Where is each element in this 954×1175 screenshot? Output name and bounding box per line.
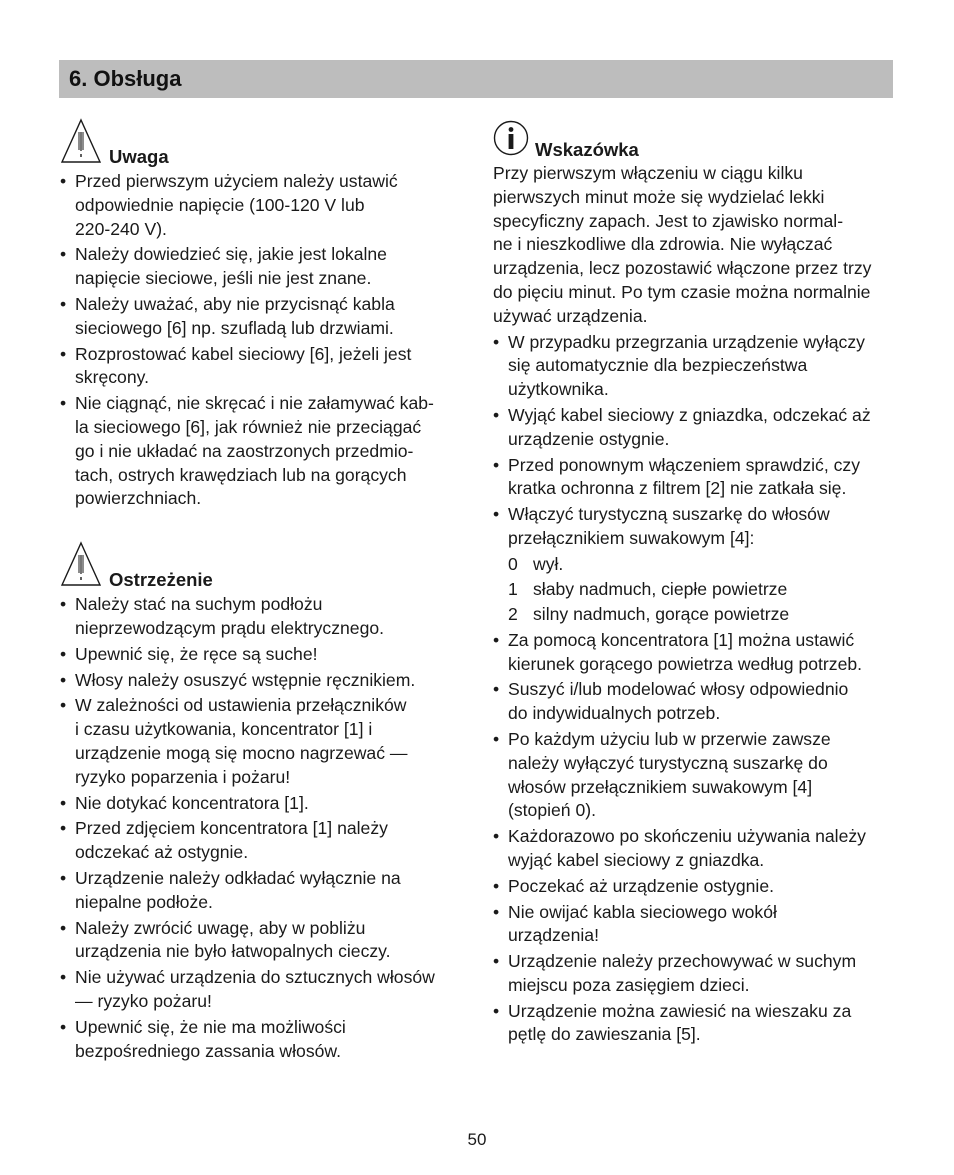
setting-number: 2 [508,603,518,624]
switch-settings-list [508,553,903,627]
left-column [60,118,465,1065]
list-item: • Urządzenie można zawiesić na wieszaku za pętlę do zawieszania [5]. [493,1000,903,1048]
list-item: • Należy zwrócić uwagę, aby w pobliżu urządzenia nie było łatwopalnych cieczy. [60,917,465,965]
list-item: • Suszyć i/lub modelować włosy odpowiednio do indywidualnych potrzeb. [493,678,903,726]
uwaga-list [60,170,465,511]
list-item: • Rozprostować kabel sieciowy [6], jeżeli jest skręcony. [60,343,465,391]
wskazowka-list-b [493,629,903,1048]
setting-number: 1 [508,578,518,599]
wskazowka-list-a [493,331,903,551]
list-item: • Nie używać urządzenia do sztucznych włosów — ryzyko pożaru! [60,966,465,1014]
setting-text: silny nadmuch, gorące powietrze [533,603,790,624]
warning-triangle-icon [60,118,102,171]
list-item: • Za pomocą koncentratora [1] można ustawić kierunek gorącego powietrza według potrzeb. [493,629,903,677]
switch-setting [508,578,903,602]
setting-number: 0 [508,553,518,574]
wskazowka-title: Wskazówka [535,139,639,160]
ostrzezenie-title: Ostrzeżenie [109,569,213,591]
warning-triangle-icon [60,541,102,594]
list-item: • Po każdym użyciu lub w przerwie zawsze należy wyłączyć turystyczną suszarkę do włosów przełącznikiem suwakowym [4] (stopień 0). [493,728,903,823]
list-item: • Należy stać na suchym podłożu nieprzewodzącym prądu elektrycznego. [60,593,465,641]
list-item: • Należy dowiedzieć się, jakie jest lokalne napięcie sieciowe, jeśli nie jest znane. [60,243,465,291]
list-item: • Nie owijać kabla sieciowego wokół urządzenia! [493,901,903,949]
list-item: • Należy uważać, aby nie przycisnąć kabla sieciowego [6] np. szufladą lub drzwiami. [60,293,465,341]
section-title: 6. Obsługa [69,66,182,91]
setting-text: słaby nadmuch, ciepłe powietrze [533,578,788,599]
list-item: • W zależności od ustawienia przełączników i czasu użytkowania, koncentrator [1] i urządzenie mogą się mocno nagrzewać — ryzyko poparzenia i pożaru! [60,694,465,789]
uwaga-title: Uwaga [109,146,169,167]
info-circle-icon [493,120,529,163]
list-item: • Nie ciągnąć, nie skręcać i nie załamywać kab- la sieciowego [6], jak również nie przeciągać go i nie układać na zaostrzonych przedmio- tach, ostrych krawędziach lub na gorących powierzchniach. [60,392,465,511]
list-item: • Przed zdjęciem koncentratora [1] należy odczekać aż ostygnie. [60,817,465,865]
ostrzezenie-list [60,593,465,1063]
list-item: • Włosy należy osuszyć wstępnie ręcznikiem. [60,669,465,693]
list-item: • Przed ponownym włączeniem sprawdzić, czy kratka ochronna z filtrem [2] nie zatkała się. [493,454,903,502]
page-number: 50 [467,1130,487,1149]
list-item: • Upewnić się, że ręce są suche! [60,643,465,667]
list-item: • Każdorazowo po skończeniu używania należy wyjąć kabel sieciowy z gniazdka. [493,825,903,873]
list-item: • Przed pierwszym użyciem należy ustawić odpowiednie napięcie (100-120 V lub 220-240 V). [60,170,465,241]
list-item: • Nie dotykać koncentratora [1]. [60,792,465,816]
setting-text: wył. [533,553,564,574]
list-item: • W przypadku przegrzania urządzenie wyłączy się automatycznie dla bezpieczeństwa użytkownika. [493,331,903,402]
right-column [493,118,903,1049]
list-item: • Upewnić się, że nie ma możliwości bezpośredniego zassania włosów. [60,1016,465,1064]
switch-setting [508,603,903,627]
ostrzezenie-heading [60,541,465,593]
wskazowka-intro: Przy pierwszym włączeniu w ciągu kilku pierwszych minut może się wydzielać lekki specyficzny zapach. Jest to zjawisko normal- ne i nieszkodliwe dla zdrowia. Nie wyłączać urządzenia, lecz pozostawić włączone przez trzy do pięciu minut. Po tym czasie można normalnie używać urządzenia. [493,163,872,326]
section-header-bar [59,60,893,98]
list-item: • Wyjąć kabel sieciowy z gniazdka, odczekać aż urządzenie ostygnie. [493,404,903,452]
uwaga-heading [60,118,465,170]
list-item: • Urządzenie należy odkładać wyłącznie na niepalne podłoże. [60,867,465,915]
list-item: • Poczekać aż urządzenie ostygnie. [493,875,903,899]
wskazowka-heading [493,118,903,162]
list-item: • Urządzenie należy przechowywać w suchym miejscu poza zasięgiem dzieci. [493,950,903,998]
list-item: • Włączyć turystyczną suszarkę do włosów przełącznikiem suwakowym [4]: [493,503,903,551]
switch-setting [508,553,903,577]
